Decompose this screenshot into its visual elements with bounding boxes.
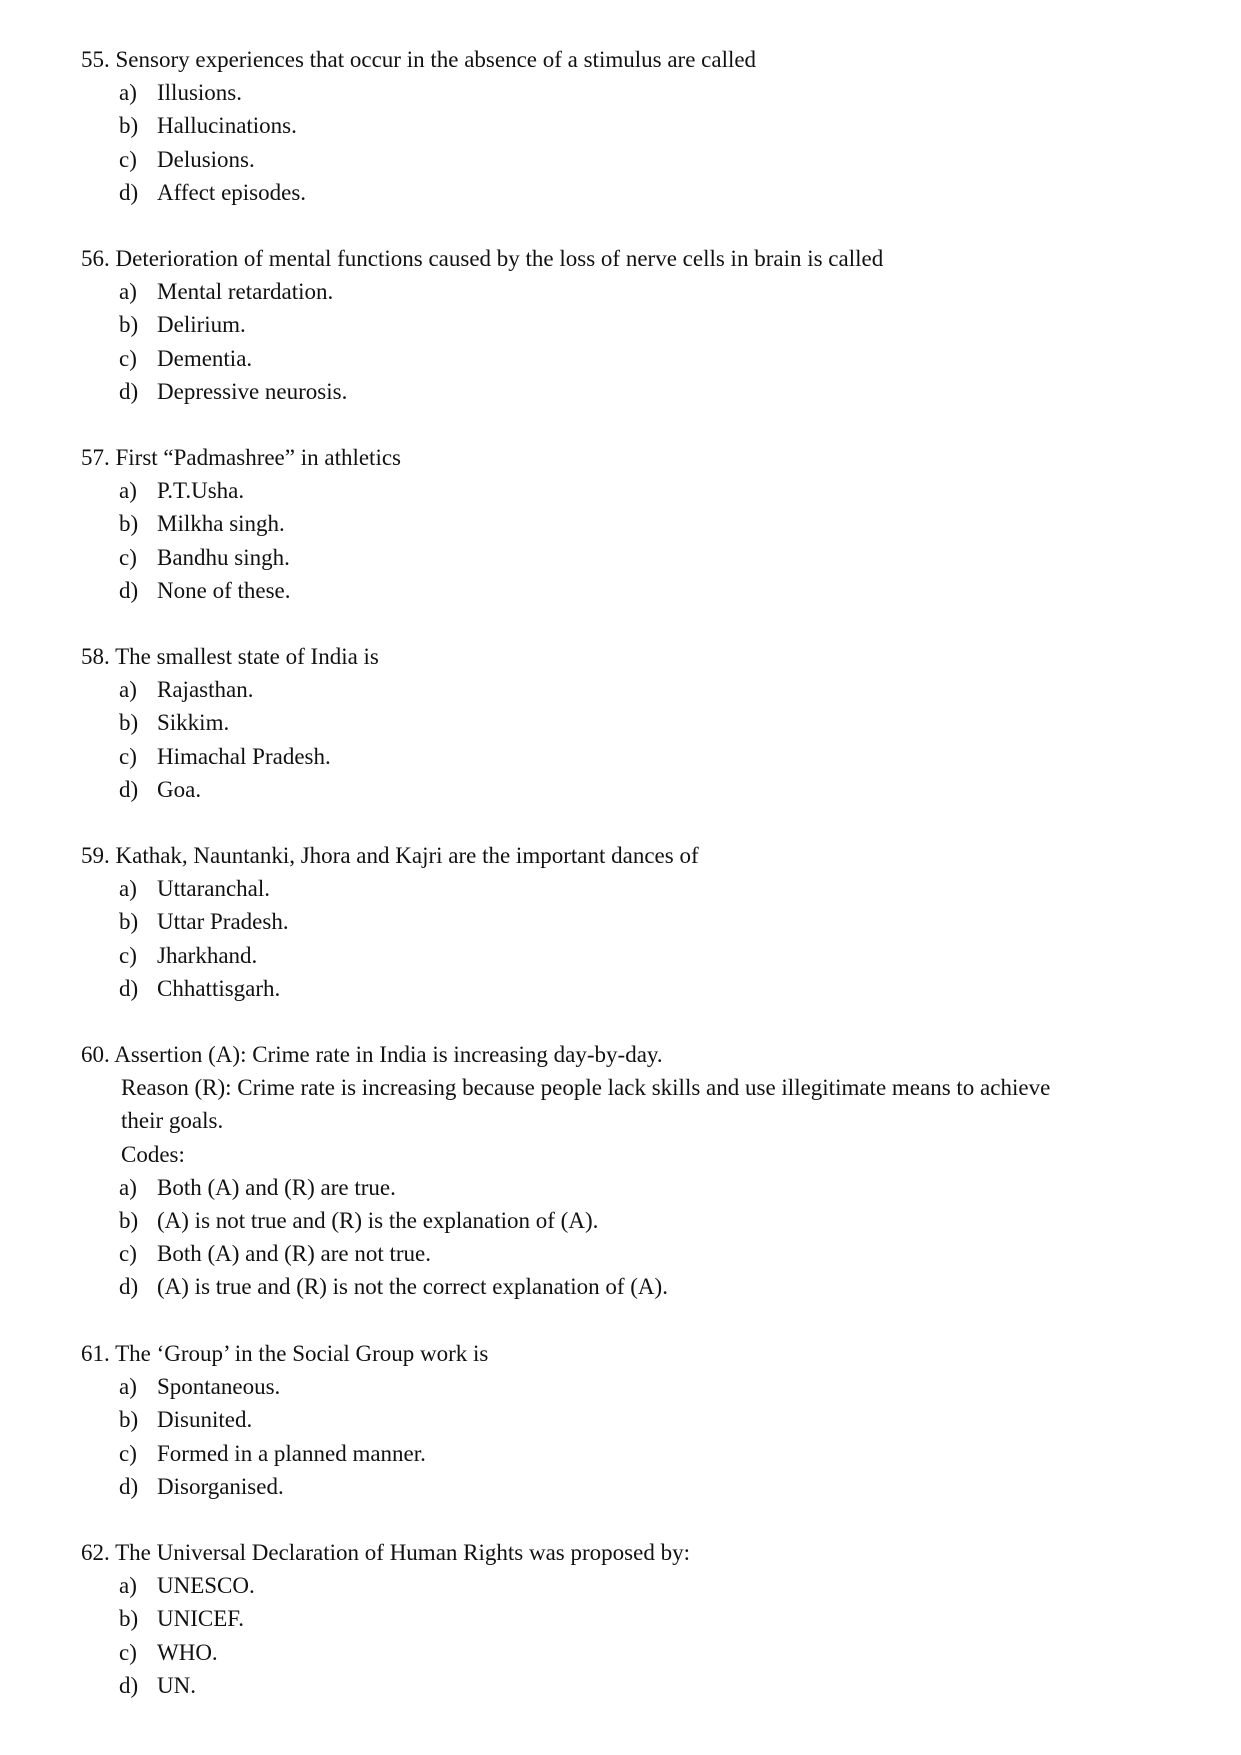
option-c: [81, 143, 1171, 176]
option-text: WHO.: [157, 1639, 218, 1665]
option-c: [81, 1636, 1171, 1669]
option-letter: c): [119, 1639, 137, 1665]
question-stem: [81, 1038, 1171, 1071]
option-text: Goa.: [157, 776, 202, 802]
option-b: [81, 1602, 1171, 1635]
option-text: P.T.Usha.: [157, 478, 245, 504]
question-text: Deterioration of mental functions caused by the loss of nerve cells in brain is called: [115, 246, 884, 271]
option-letter: b): [119, 113, 139, 139]
option-c: [81, 541, 1171, 574]
option-text: Dementia.: [157, 345, 253, 371]
option-letter: a): [119, 876, 137, 902]
question-text: Kathak, Nauntanki, Jhora and Kajri are the important dances of: [115, 843, 699, 868]
question-number: 57.: [81, 445, 110, 470]
option-a: [81, 1569, 1171, 1602]
option-c: [81, 342, 1171, 375]
option-text: Disorganised.: [157, 1473, 284, 1499]
option-letter: b): [119, 511, 139, 537]
option-text: Spontaneous.: [157, 1374, 281, 1400]
question-stem: [81, 43, 1171, 76]
question-number: 59.: [81, 843, 110, 868]
question-stem: [81, 839, 1171, 872]
question-stem: [81, 1536, 1171, 1569]
option-text: Delusions.: [157, 146, 255, 172]
option-text: (A) is true and (R) is not the correct explanation of (A).: [157, 1274, 668, 1300]
option-a: [81, 1370, 1171, 1403]
question-stem: [81, 441, 1171, 474]
option-letter: d): [119, 577, 139, 603]
option-letter: d): [119, 776, 139, 802]
question-number: 60.: [81, 1042, 110, 1067]
option-text: Uttar Pradesh.: [157, 909, 289, 935]
question-text: The smallest state of India is: [115, 644, 379, 669]
option-c: [81, 1237, 1171, 1270]
option-b: [81, 308, 1171, 341]
option-letter: c): [119, 345, 137, 371]
option-b: [81, 706, 1171, 739]
question-number: 61.: [81, 1341, 110, 1366]
option-text: Rajasthan.: [157, 677, 254, 703]
option-d: [81, 1470, 1171, 1503]
option-letter: b): [119, 909, 139, 935]
option-letter: d): [119, 179, 139, 205]
question-61: [81, 1337, 1171, 1503]
option-letter: c): [119, 544, 137, 570]
option-text: Uttaranchal.: [157, 876, 271, 902]
option-text: Milkha singh.: [157, 511, 285, 537]
option-b: [81, 1403, 1171, 1436]
question-58: [81, 640, 1171, 806]
codes-label: Codes:: [121, 1141, 185, 1167]
option-d: [81, 1270, 1171, 1303]
option-letter: a): [119, 1374, 137, 1400]
option-a: [81, 275, 1171, 308]
option-b: [81, 109, 1171, 142]
option-letter: c): [119, 1440, 137, 1466]
option-text: Disunited.: [157, 1407, 253, 1433]
option-letter: b): [119, 710, 139, 736]
question-text: Sensory experiences that occur in the absence of a stimulus are called: [115, 47, 757, 72]
question-number: 58.: [81, 644, 110, 669]
option-letter: b): [119, 1207, 139, 1233]
question-number: 56.: [81, 246, 110, 271]
option-letter: a): [119, 1573, 137, 1599]
reason-text: Reason (R): Crime rate is increasing because people lack skills and use illegitimate means to achieve: [121, 1075, 1051, 1101]
option-letter: a): [119, 1174, 137, 1200]
option-text: (A) is not true and (R) is the explanation of (A).: [157, 1207, 599, 1233]
option-a: [81, 872, 1171, 905]
option-text: Formed in a planned manner.: [157, 1440, 426, 1466]
option-text: Both (A) and (R) are true.: [157, 1174, 396, 1200]
option-letter: a): [119, 478, 137, 504]
option-text: Hallucinations.: [157, 113, 297, 139]
option-text: Both (A) and (R) are not true.: [157, 1241, 432, 1267]
option-b: [81, 1204, 1171, 1237]
question-text: First “Padmashree” in athletics: [115, 445, 402, 470]
option-letter: a): [119, 677, 137, 703]
option-text: Mental retardation.: [157, 279, 334, 305]
option-d: [81, 1669, 1171, 1702]
option-d: [81, 972, 1171, 1005]
option-text: Depressive neurosis.: [157, 378, 348, 404]
option-c: [81, 939, 1171, 972]
option-text: Sikkim.: [157, 710, 230, 736]
question-62: [81, 1536, 1171, 1702]
option-d: [81, 773, 1171, 806]
question-59: [81, 839, 1171, 1005]
option-letter: b): [119, 1407, 139, 1433]
option-letter: d): [119, 1274, 139, 1300]
option-letter: c): [119, 146, 137, 172]
question-text: The Universal Declaration of Human Rights was proposed by:: [115, 1540, 690, 1565]
option-b: [81, 905, 1171, 938]
question-number: 55.: [81, 47, 110, 72]
option-text: Affect episodes.: [157, 179, 307, 205]
option-letter: d): [119, 1473, 139, 1499]
option-letter: c): [119, 743, 137, 769]
option-letter: a): [119, 80, 137, 106]
option-c: [81, 740, 1171, 773]
option-letter: c): [119, 942, 137, 968]
option-letter: d): [119, 378, 139, 404]
option-letter: b): [119, 312, 139, 338]
reason-text-continued: their goals.: [121, 1108, 224, 1134]
option-letter: c): [119, 1241, 137, 1267]
option-text: UN.: [157, 1672, 196, 1698]
option-text: None of these.: [157, 577, 291, 603]
option-d: [81, 574, 1171, 607]
question-stem: [81, 242, 1171, 275]
option-text: Illusions.: [157, 80, 242, 106]
option-letter: d): [119, 975, 139, 1001]
option-text: Bandhu singh.: [157, 544, 290, 570]
option-text: UNESCO.: [157, 1573, 255, 1599]
option-letter: a): [119, 279, 137, 305]
option-text: UNICEF.: [157, 1606, 244, 1632]
option-letter: d): [119, 1672, 139, 1698]
option-a: [81, 673, 1171, 706]
option-a: [81, 76, 1171, 109]
assertion-text: Assertion (A): Crime rate in India is increasing day-by-day.: [114, 1042, 663, 1067]
option-c: [81, 1437, 1171, 1470]
option-a: [81, 1171, 1171, 1204]
option-b: [81, 507, 1171, 540]
question-stem: [81, 640, 1171, 673]
question-stem: [81, 1337, 1171, 1370]
option-d: [81, 375, 1171, 408]
option-text: Himachal Pradesh.: [157, 743, 331, 769]
question-55: [81, 43, 1171, 209]
question-60: [81, 1038, 1171, 1304]
option-text: Delirium.: [157, 312, 246, 338]
option-letter: b): [119, 1606, 139, 1632]
option-text: Jharkhand.: [157, 942, 258, 968]
question-57: [81, 441, 1171, 607]
question-56: [81, 242, 1171, 408]
question-number: 62.: [81, 1540, 110, 1565]
option-text: Chhattisgarh.: [157, 975, 281, 1001]
option-d: [81, 176, 1171, 209]
question-text: The ‘Group’ in the Social Group work is: [115, 1341, 489, 1366]
option-a: [81, 474, 1171, 507]
